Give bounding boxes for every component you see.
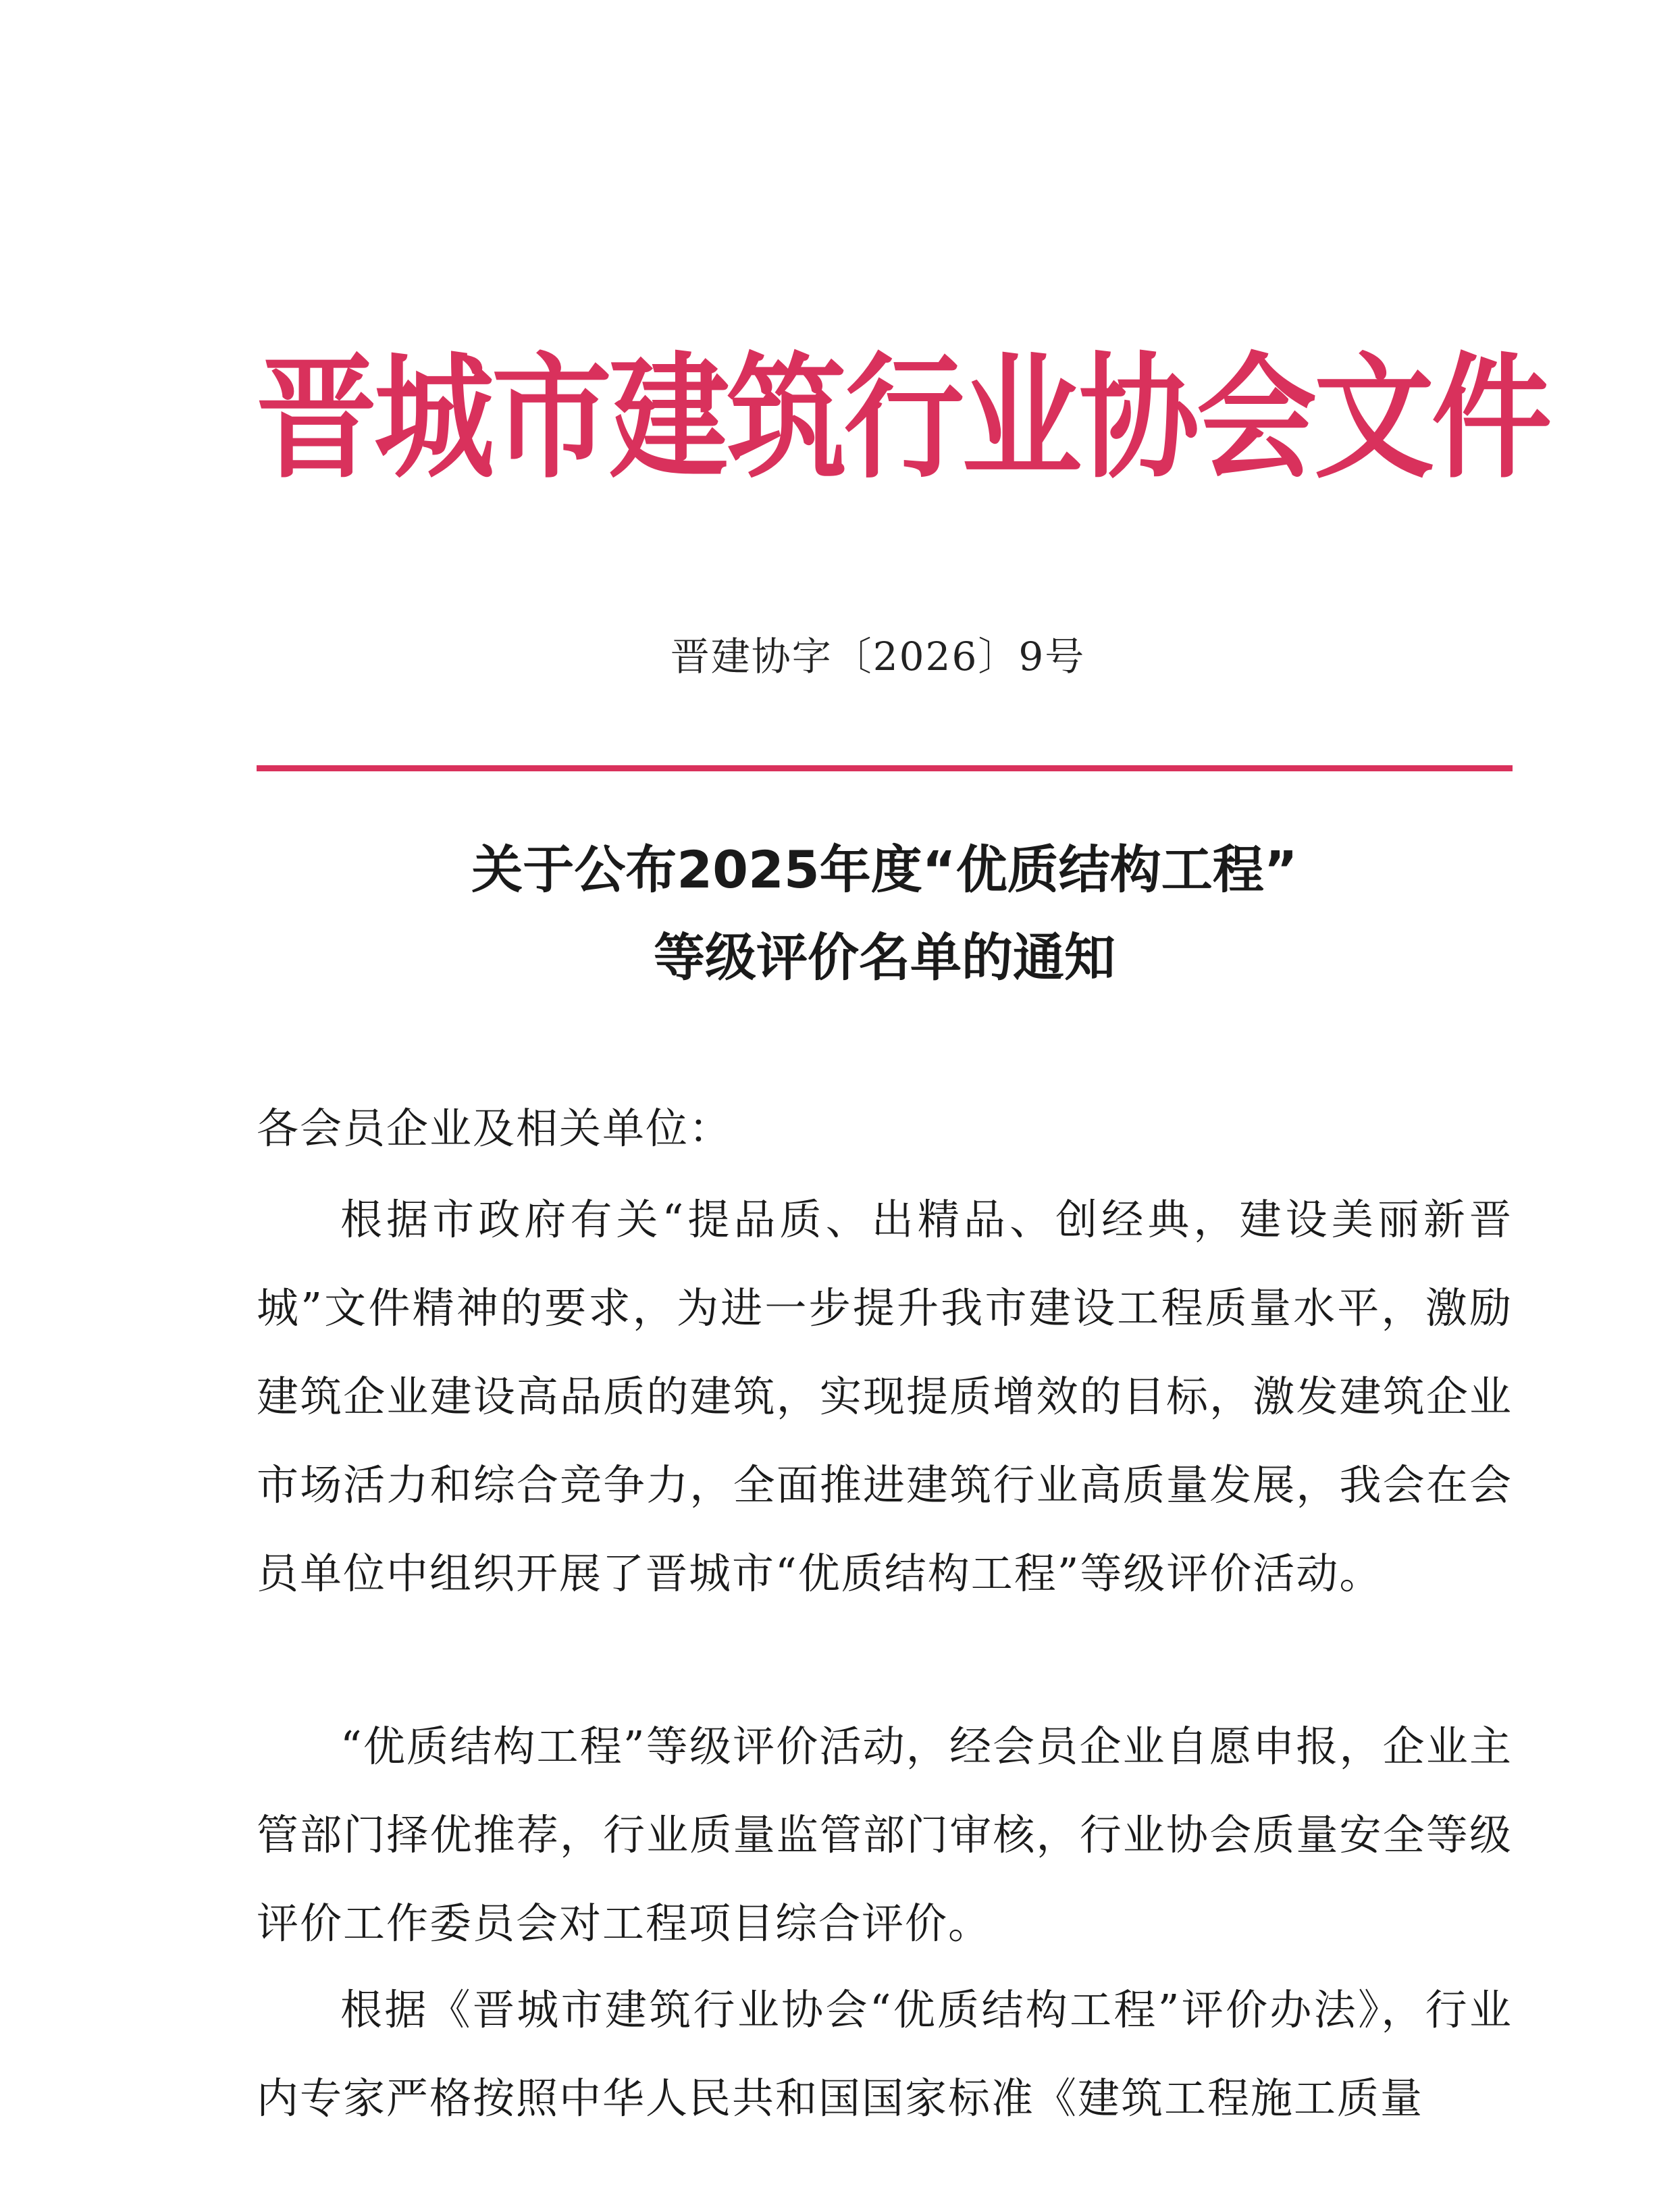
body-paragraph-1: 根据市政府有关“提品质、出精品、创经典，建设美丽新晋城”文件精神的要求，为进一步提升我市建设工程质量水平，激励建筑企业建设高品质的建筑，实现提质增效的目标，激发建筑企业市场活力和综合竞争力，全面推进建筑行业高质量发展，我会在会员单位中组织开展了晋城市“优质结构工程”等级评价活动。 xyxy=(257,1195,1513,1598)
notice-title-line-1: 关于公布2025年度“优质结构工程” xyxy=(471,840,1298,900)
body-paragraph-2: “优质结构工程”等级评价活动，经会员企业自愿申报，企业主管部门择优推荐，行业质量监管部门审核，行业协会质量安全等级评价工作委员会对工程项目综合评价。 xyxy=(257,1722,1513,1948)
salutation: 各会员企业及相关单位： xyxy=(257,1104,733,1153)
document-number: 晋建协字〔2026〕9号 xyxy=(670,634,1086,679)
body-paragraph-3: 根据《晋城市建筑行业协会“优质结构工程”评价办法》，行业内专家严格按照中华人民共和国国家标准《建筑工程施工质量 xyxy=(257,1985,1513,2123)
notice-title-line-2: 等级评价名单的通知 xyxy=(654,927,1115,987)
header-divider xyxy=(257,765,1513,771)
document-header-title: 晋城市建筑行业协会文件 xyxy=(257,340,1549,497)
